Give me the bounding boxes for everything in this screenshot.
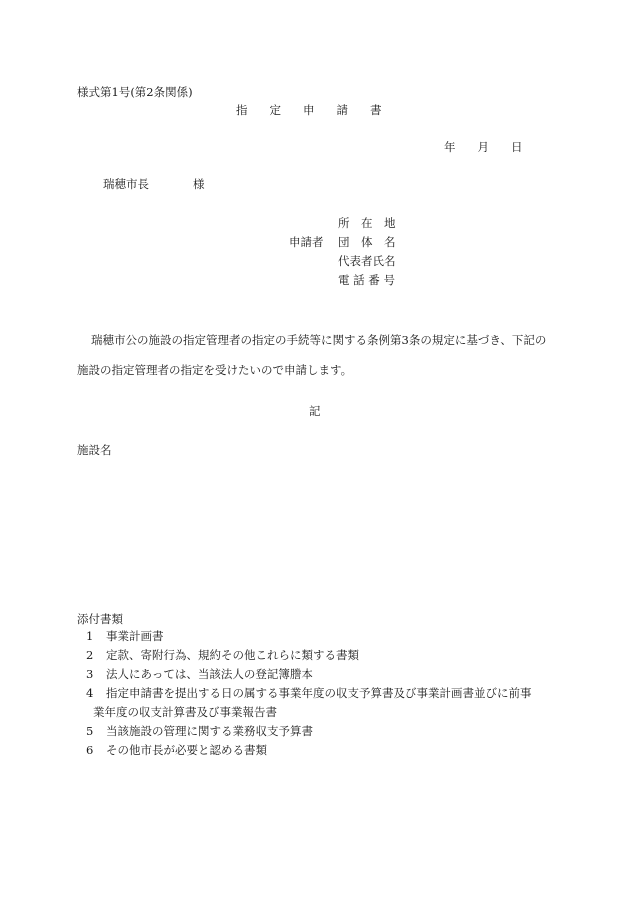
- applicant-label: 申請者: [289, 235, 324, 249]
- date-year-label: 年: [444, 140, 456, 154]
- date-month-label: 月: [477, 140, 489, 154]
- body-text-line-1: 瑞穂市公の施設の指定管理者の指定の手続等に関する条例第3条の規定に基づき、下記の: [91, 333, 547, 347]
- list-item-continuation: 業年度の収支計算書及び事業報告書: [93, 705, 277, 719]
- list-item-text: その他市長が必要と認める書類: [106, 743, 267, 757]
- record-mark: 記: [309, 404, 321, 418]
- list-item: [86, 687, 532, 701]
- list-item-number: 4: [86, 686, 94, 700]
- list-item-number: 5: [86, 724, 94, 738]
- attachments-title: 添付書類: [77, 612, 123, 626]
- applicant-phone-label: 電 話 番 号: [338, 273, 395, 287]
- list-item-number: 6: [86, 743, 94, 757]
- applicant-address-label: 所 在 地: [338, 216, 396, 230]
- list-item-number: 1: [86, 629, 94, 643]
- list-item: [86, 649, 359, 663]
- title-char: 書: [370, 103, 382, 117]
- form-number: 様式第1号(第2条関係): [77, 85, 193, 99]
- title-char: 請: [336, 103, 348, 117]
- addressee: [103, 178, 205, 192]
- addressee-name: 瑞穂市長: [103, 177, 149, 191]
- facility-name-label: 施設名: [77, 443, 112, 457]
- list-item-number: 2: [86, 648, 94, 662]
- list-item-number: 3: [86, 667, 94, 681]
- list-item-text: 法人にあっては、当該法人の登記簿謄本: [106, 667, 313, 681]
- list-item-text: 事業計画書: [106, 629, 164, 643]
- title-char: 指: [236, 103, 248, 117]
- list-item-text: 定款、寄附行為、規約その他これらに類する書類: [106, 648, 359, 662]
- applicant-organization-label: 団 体 名: [338, 235, 396, 249]
- date-line: [444, 141, 523, 155]
- list-item-text: 指定申請書を提出する日の属する事業年度の収支予算書及び事業計画書並びに前事: [106, 686, 532, 700]
- form-title: [236, 104, 382, 118]
- title-char: 申: [303, 103, 315, 117]
- list-item-text: 当該施設の管理に関する業務収支予算書: [106, 724, 313, 738]
- list-item: [86, 744, 267, 758]
- body-text-line-2: 施設の指定管理者の指定を受けたいので申請します。: [77, 363, 353, 377]
- list-item: [86, 725, 313, 739]
- title-char: 定: [269, 103, 281, 117]
- list-item: [86, 630, 164, 644]
- list-item: [86, 668, 313, 682]
- date-day-label: 日: [511, 140, 523, 154]
- applicant-representative-label: 代表者氏名: [338, 254, 396, 268]
- addressee-honorific: 様: [193, 177, 205, 191]
